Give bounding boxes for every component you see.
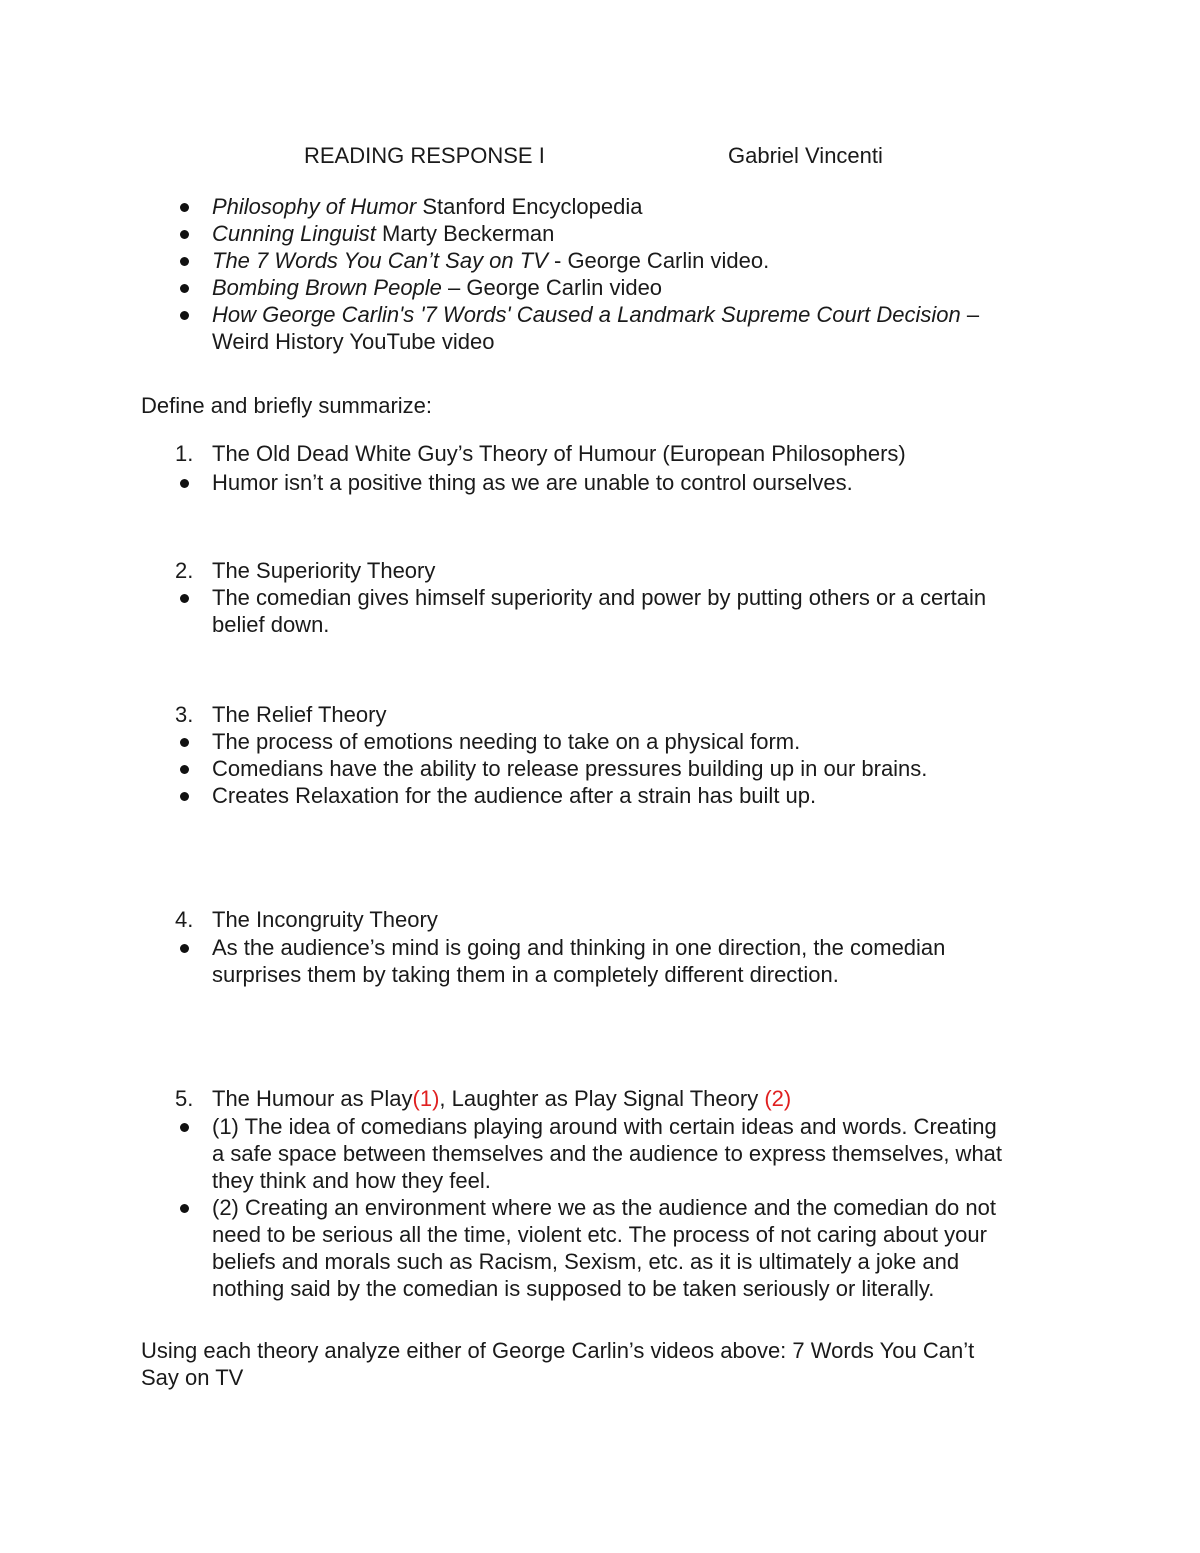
footnote-ref: (2)	[764, 1086, 792, 1111]
closing-text-line: Say on TV	[141, 1365, 244, 1390]
author-name: Gabriel Vincenti	[728, 143, 883, 168]
bullet-icon	[180, 1123, 189, 1132]
closing-text-line: Using each theory analyze either of George Carlin’s videos above: 7 Words You Can’t	[141, 1338, 975, 1363]
bullet-icon	[180, 203, 189, 212]
bullet-icon	[180, 792, 189, 801]
bullet-icon	[180, 738, 189, 747]
bullet-icon	[180, 594, 189, 603]
document-page: READING RESPONSE I Gabriel Vincenti Philosophy of Humor Stanford Encyclopedia Cunning Linguist Marty Beckerman The 7 Words You Can’t Say on TV - George Carlin video. Bombing Brown People – George Carlin video How George Carlin's '7 Words' Caused a Landmark Supreme Court Decision – Weird History YouTube video Define and briefly summarize: 1. The Old Dead White Guy’s Theory of Humour (European Philosophers) Humor isn’t a positive thing as we are unable to control ourselves. 2. The Superiority Theory The comedian gives himself superiority and power by putting others or a certain belief down. 3. The Relief Theory The process of emotions needing to take on a physical form. Comedians have the ability to release pressures building up in our brains. Creates Relaxation for the audience after a strain has built up. 4. The Incongruity Theory As the audience’s mind is going and thinking in one direction, the comedian surprises them by taking them in a completely different direction. 5. The Humour as Play(1), Laughter as Play Signal Theory (2) (1) The idea of comedians playing around with certain ideas and words. Creating a safe space between themselves and the audience to express themselves, what they think and how they feel. (2) Creating an environment where we as the audience and the comedian do not need to be serious all the time, violent etc. The process of not caring about your beliefs and morals such as Racism, Sexism, etc. as it is ultimately a joke and nothing said by the comedian is supposed to be taken seriously or literally. Using each theory analyze either of George Carlin’s videos above: 7 Words You Can’t Say on TV	[141, 143, 1003, 1390]
instruction-text: Define and briefly summarize:	[141, 393, 433, 418]
bullet-icon	[180, 257, 189, 266]
bullet-icon	[180, 944, 189, 953]
bullet-icon	[180, 230, 189, 239]
bullet-icon	[180, 1204, 189, 1213]
footnote-ref: (1)	[412, 1086, 440, 1111]
bullet-icon	[180, 311, 189, 320]
bullet-icon	[180, 765, 189, 774]
bullet-icon	[180, 479, 189, 488]
document-title: READING RESPONSE I	[304, 143, 545, 168]
bullet-icon	[180, 284, 189, 293]
